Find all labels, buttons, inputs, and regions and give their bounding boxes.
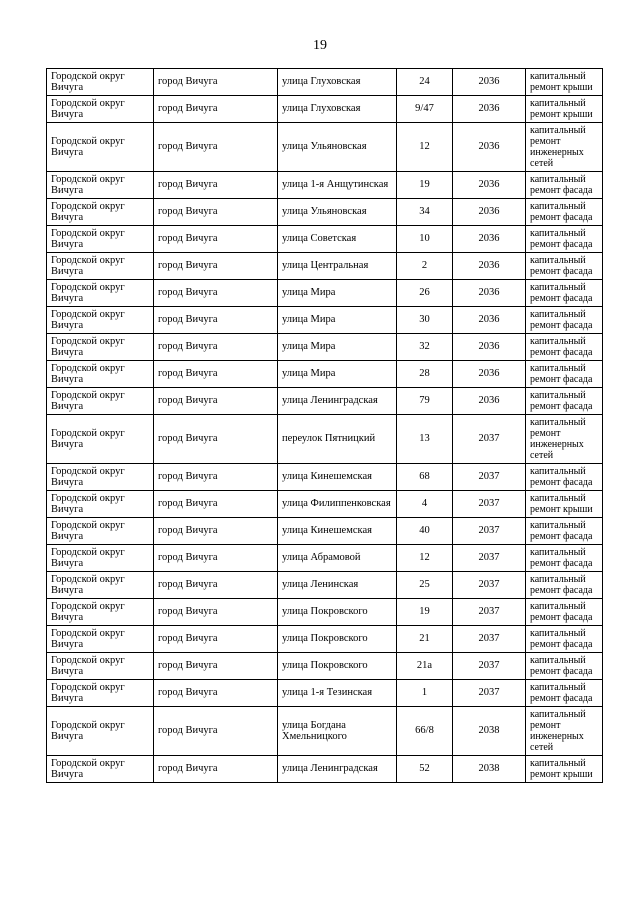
work-type-cell: капитальный ремонт инженерных сетей	[526, 707, 603, 756]
house-number-cell: 21а	[397, 653, 453, 680]
street-cell: улица Мира	[278, 334, 397, 361]
street-cell: улица Мира	[278, 361, 397, 388]
city-cell: город Вичуга	[154, 253, 278, 280]
year-cell: 2037	[453, 599, 526, 626]
table-row	[47, 572, 603, 599]
street-cell: улица Центральная	[278, 253, 397, 280]
house-number-cell: 30	[397, 307, 453, 334]
year-cell: 2036	[453, 199, 526, 226]
year-cell: 2036	[453, 96, 526, 123]
table-row	[47, 172, 603, 199]
year-cell: 2036	[453, 280, 526, 307]
house-number-cell: 13	[397, 415, 453, 464]
work-type-cell: капитальный ремонт фасада	[526, 280, 603, 307]
street-cell: улица Покровского	[278, 626, 397, 653]
work-type-cell: капитальный ремонт фасада	[526, 518, 603, 545]
street-cell: улица Ленинская	[278, 572, 397, 599]
table-row	[47, 280, 603, 307]
district-cell: Городской округ Вичуга	[47, 172, 154, 199]
table-row	[47, 415, 603, 464]
city-cell: город Вичуга	[154, 96, 278, 123]
street-cell: улица Мира	[278, 280, 397, 307]
district-cell: Городской округ Вичуга	[47, 388, 154, 415]
work-type-cell: капитальный ремонт фасада	[526, 599, 603, 626]
year-cell: 2037	[453, 415, 526, 464]
district-cell: Городской округ Вичуга	[47, 199, 154, 226]
table-row	[47, 545, 603, 572]
table-row	[47, 253, 603, 280]
work-type-cell: капитальный ремонт фасада	[526, 545, 603, 572]
district-cell: Городской округ Вичуга	[47, 415, 154, 464]
city-cell: город Вичуга	[154, 334, 278, 361]
work-type-cell: капитальный ремонт фасада	[526, 172, 603, 199]
table-row	[47, 334, 603, 361]
work-type-cell: капитальный ремонт крыши	[526, 491, 603, 518]
work-type-cell: капитальный ремонт фасада	[526, 626, 603, 653]
street-cell: улица Филиппенковская	[278, 491, 397, 518]
work-type-cell: капитальный ремонт фасада	[526, 653, 603, 680]
district-cell: Городской округ Вичуга	[47, 361, 154, 388]
house-number-cell: 10	[397, 226, 453, 253]
house-number-cell: 25	[397, 572, 453, 599]
work-type-cell: капитальный ремонт фасада	[526, 334, 603, 361]
table-row	[47, 69, 603, 96]
district-cell: Городской округ Вичуга	[47, 545, 154, 572]
street-cell: улица Кинешемская	[278, 518, 397, 545]
city-cell: город Вичуга	[154, 653, 278, 680]
year-cell: 2036	[453, 388, 526, 415]
street-cell: улица Ленинградская	[278, 756, 397, 783]
street-cell: улица Абрамовой	[278, 545, 397, 572]
year-cell: 2036	[453, 253, 526, 280]
district-cell: Городской округ Вичуга	[47, 572, 154, 599]
year-cell: 2036	[453, 334, 526, 361]
city-cell: город Вичуга	[154, 491, 278, 518]
city-cell: город Вичуга	[154, 361, 278, 388]
street-cell: переулок Пятницкий	[278, 415, 397, 464]
work-type-cell: капитальный ремонт фасада	[526, 680, 603, 707]
year-cell: 2036	[453, 361, 526, 388]
street-cell: улица Советская	[278, 226, 397, 253]
year-cell: 2036	[453, 307, 526, 334]
house-number-cell: 79	[397, 388, 453, 415]
year-cell: 2037	[453, 464, 526, 491]
city-cell: город Вичуга	[154, 388, 278, 415]
house-number-cell: 52	[397, 756, 453, 783]
year-cell: 2036	[453, 226, 526, 253]
city-cell: город Вичуга	[154, 123, 278, 172]
city-cell: город Вичуга	[154, 415, 278, 464]
district-cell: Городской округ Вичуга	[47, 334, 154, 361]
city-cell: город Вичуга	[154, 199, 278, 226]
house-number-cell: 66/8	[397, 707, 453, 756]
street-cell: улица Глуховская	[278, 96, 397, 123]
house-number-cell: 12	[397, 545, 453, 572]
district-cell: Городской округ Вичуга	[47, 69, 154, 96]
city-cell: город Вичуга	[154, 226, 278, 253]
table-row	[47, 199, 603, 226]
street-cell: улица Покровского	[278, 599, 397, 626]
house-number-cell: 24	[397, 69, 453, 96]
work-type-cell: капитальный ремонт фасада	[526, 572, 603, 599]
street-cell: улица Мира	[278, 307, 397, 334]
work-type-cell: капитальный ремонт фасада	[526, 388, 603, 415]
city-cell: город Вичуга	[154, 69, 278, 96]
house-number-cell: 32	[397, 334, 453, 361]
city-cell: город Вичуга	[154, 518, 278, 545]
table-row	[47, 599, 603, 626]
work-type-cell: капитальный ремонт крыши	[526, 69, 603, 96]
year-cell: 2037	[453, 518, 526, 545]
table-row	[47, 96, 603, 123]
year-cell: 2037	[453, 680, 526, 707]
street-cell: улица Богдана Хмельницкого	[278, 707, 397, 756]
table-row	[47, 707, 603, 756]
district-cell: Городской округ Вичуга	[47, 226, 154, 253]
work-type-cell: капитальный ремонт фасада	[526, 226, 603, 253]
table-row	[47, 756, 603, 783]
work-type-cell: капитальный ремонт фасада	[526, 199, 603, 226]
city-cell: город Вичуга	[154, 280, 278, 307]
table-row	[47, 518, 603, 545]
street-cell: улица Ульяновская	[278, 123, 397, 172]
city-cell: город Вичуга	[154, 680, 278, 707]
house-number-cell: 21	[397, 626, 453, 653]
table-row	[47, 226, 603, 253]
table-row	[47, 680, 603, 707]
table-row	[47, 491, 603, 518]
house-number-cell: 12	[397, 123, 453, 172]
city-cell: город Вичуга	[154, 572, 278, 599]
work-type-cell: капитальный ремонт фасада	[526, 307, 603, 334]
house-number-cell: 2	[397, 253, 453, 280]
street-cell: улица Ульяновская	[278, 199, 397, 226]
house-number-cell: 40	[397, 518, 453, 545]
table-row	[47, 388, 603, 415]
city-cell: город Вичуга	[154, 707, 278, 756]
work-type-cell: капитальный ремонт фасада	[526, 253, 603, 280]
year-cell: 2036	[453, 123, 526, 172]
house-number-cell: 68	[397, 464, 453, 491]
table-row	[47, 653, 603, 680]
table-row	[47, 361, 603, 388]
street-cell: улица 1-я Анщутинская	[278, 172, 397, 199]
year-cell: 2037	[453, 626, 526, 653]
city-cell: город Вичуга	[154, 599, 278, 626]
city-cell: город Вичуга	[154, 756, 278, 783]
city-cell: город Вичуга	[154, 307, 278, 334]
table-row	[47, 123, 603, 172]
work-type-cell: капитальный ремонт инженерных сетей	[526, 123, 603, 172]
year-cell: 2037	[453, 545, 526, 572]
address-table	[46, 68, 603, 783]
street-cell: улица Ленинградская	[278, 388, 397, 415]
table-row	[47, 626, 603, 653]
district-cell: Городской округ Вичуга	[47, 626, 154, 653]
work-type-cell: капитальный ремонт крыши	[526, 96, 603, 123]
year-cell: 2038	[453, 707, 526, 756]
city-cell: город Вичуга	[154, 172, 278, 199]
district-cell: Городской округ Вичуга	[47, 464, 154, 491]
year-cell: 2038	[453, 756, 526, 783]
district-cell: Городской округ Вичуга	[47, 96, 154, 123]
house-number-cell: 26	[397, 280, 453, 307]
city-cell: город Вичуга	[154, 626, 278, 653]
district-cell: Городской округ Вичуга	[47, 756, 154, 783]
work-type-cell: капитальный ремонт фасада	[526, 464, 603, 491]
house-number-cell: 34	[397, 199, 453, 226]
district-cell: Городской округ Вичуга	[47, 491, 154, 518]
work-type-cell: капитальный ремонт фасада	[526, 361, 603, 388]
year-cell: 2037	[453, 491, 526, 518]
year-cell: 2036	[453, 172, 526, 199]
district-cell: Городской округ Вичуга	[47, 280, 154, 307]
house-number-cell: 19	[397, 172, 453, 199]
house-number-cell: 9/47	[397, 96, 453, 123]
city-cell: город Вичуга	[154, 464, 278, 491]
work-type-cell: капитальный ремонт крыши	[526, 756, 603, 783]
table-row	[47, 464, 603, 491]
district-cell: Городской округ Вичуга	[47, 123, 154, 172]
street-cell: улица Кинешемская	[278, 464, 397, 491]
house-number-cell: 4	[397, 491, 453, 518]
house-number-cell: 28	[397, 361, 453, 388]
district-cell: Городской округ Вичуга	[47, 653, 154, 680]
street-cell: улица Глуховская	[278, 69, 397, 96]
house-number-cell: 1	[397, 680, 453, 707]
table-row	[47, 307, 603, 334]
district-cell: Городской округ Вичуга	[47, 518, 154, 545]
city-cell: город Вичуга	[154, 545, 278, 572]
district-cell: Городской округ Вичуга	[47, 707, 154, 756]
year-cell: 2037	[453, 572, 526, 599]
page-number: 19	[313, 38, 327, 53]
district-cell: Городской округ Вичуга	[47, 599, 154, 626]
district-cell: Городской округ Вичуга	[47, 680, 154, 707]
district-cell: Городской округ Вичуга	[47, 307, 154, 334]
district-cell: Городской округ Вичуга	[47, 253, 154, 280]
house-number-cell: 19	[397, 599, 453, 626]
year-cell: 2036	[453, 69, 526, 96]
street-cell: улица 1-я Тезинская	[278, 680, 397, 707]
work-type-cell: капитальный ремонт инженерных сетей	[526, 415, 603, 464]
year-cell: 2037	[453, 653, 526, 680]
street-cell: улица Покровского	[278, 653, 397, 680]
